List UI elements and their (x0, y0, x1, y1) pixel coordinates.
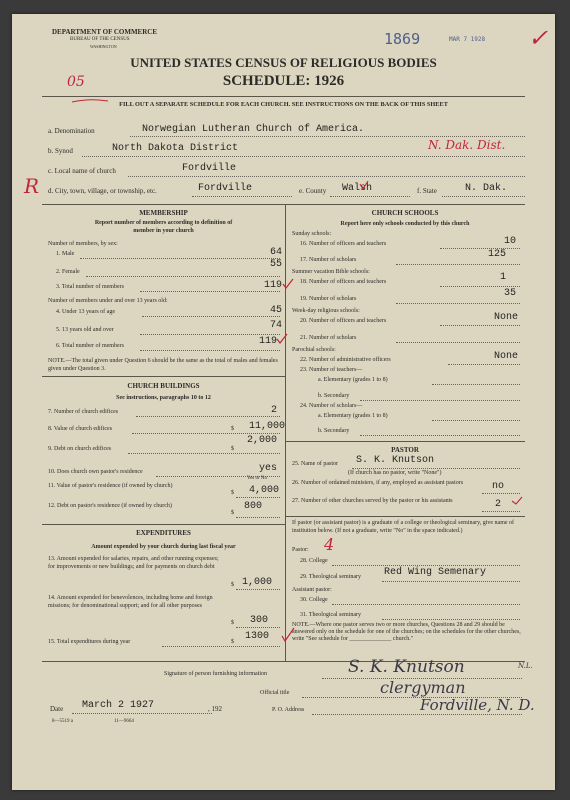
q24a-label: a. Elementary (grades 1 to 8) (318, 413, 388, 419)
check-mark-icon (358, 179, 370, 191)
q19-line (396, 303, 520, 304)
date-label: Date (50, 705, 64, 713)
q18-value: 1 (499, 272, 506, 283)
denomination-line (130, 136, 525, 137)
check-mark-icon (510, 494, 524, 506)
q23b-line (360, 400, 520, 401)
q11-value: 4,000 (248, 485, 279, 496)
q27-line (482, 511, 520, 512)
q6-label: 6. Total number of members (56, 343, 124, 349)
q29-value: Red Wing Semenary (384, 567, 487, 578)
q6-value: 119 (258, 336, 277, 347)
q10-label: 10. Does church own pastor's residence (48, 469, 143, 475)
pastor-mark: 4 (324, 535, 335, 554)
margin-note: 05 (67, 74, 85, 90)
q8-value: 11,000 (248, 421, 285, 432)
check-mark-icon (281, 277, 295, 291)
membership-note: NOTE.—The total given under Question 6 should be the same as the total of males and females given under Question 3. (48, 358, 278, 372)
q12-line (236, 517, 280, 518)
q19-label: 19. Number of scholars (300, 296, 357, 302)
q6-line (140, 350, 280, 351)
census-schedule-sheet (12, 14, 555, 790)
q24b-label: b. Secondary (318, 428, 350, 434)
denomination-label: a. Denomination (48, 127, 95, 135)
q20-value: None (493, 312, 518, 323)
q16-label: 16. Number of officers and teachers (300, 241, 387, 247)
local-name-label: c. Local name of church (48, 167, 116, 175)
graduate-intro: If pastor (or assistant pastor) is a graduate of a college or theological seminary, give name of institution below. (If not a graduate, write "No" in the space indicated.) (292, 520, 515, 534)
membership-rule (42, 376, 285, 377)
synod-label: b. Synod (48, 147, 73, 155)
q11-label: 11. Value of pastor's residence (if owned by church) (48, 483, 173, 489)
q26-label: 26. Number of ordained ministers, if any, employed as assistant pastors (292, 480, 464, 486)
assistant-subheading: Assistant pastor: (292, 587, 332, 593)
signature-value: S. K. Knutson (348, 657, 465, 677)
q8-label: 8. Value of church edifices (48, 426, 113, 432)
synod-value: North Dakota District (112, 143, 239, 154)
expenditures-heading: EXPENDITURES (136, 529, 191, 537)
city-label: WASHINGTON (90, 44, 117, 49)
county-value: Walsh (342, 183, 373, 194)
q29-label: 29. Theological seminary (300, 574, 362, 580)
q22-line (448, 364, 520, 365)
q14-dollar: $ (231, 620, 234, 626)
synod-line (82, 156, 525, 157)
address-line (312, 714, 522, 715)
vacation-heading: Summer vacation Bible schools: (292, 269, 370, 275)
q28-line (332, 565, 520, 566)
check-mark: ✓ (528, 24, 549, 52)
q13-dollar: $ (231, 582, 234, 588)
q9-dollar: $ (231, 446, 234, 452)
q23a-line (432, 384, 520, 385)
form-subtitle: SCHEDULE: 1926 (222, 73, 345, 89)
address-label: P. O. Address (272, 707, 305, 713)
q21-label: 21. Number of scholars (300, 335, 357, 341)
q25-line (352, 468, 520, 469)
city-value: Fordville (198, 183, 253, 194)
pastor-rule (285, 516, 525, 517)
q14-value: 300 (250, 615, 269, 626)
q30-label: 30. College (300, 597, 328, 603)
form-code-2: 11—9664 (114, 719, 134, 724)
buildings-rule (42, 524, 285, 525)
q9-value: 2,000 (246, 435, 277, 446)
q28-label: 28. College (300, 558, 328, 564)
pastor-note: NOTE.—Where one pastor serves two or more churches, Questions 28 and 29 should be answered only on the schedule for one of the churches; on the schedules for the other churches, write "See schedule for ______________ church." (292, 622, 521, 642)
q9-label: 9. Debt on church edifices (48, 446, 112, 452)
denomination-value: Norwegian Lutheran Church of America. (142, 124, 365, 135)
sunday-heading: Sunday schools: (292, 231, 332, 237)
address-value: Fordville, N. D. (420, 696, 535, 714)
q13-value: 1,000 (242, 577, 273, 588)
q8-line (132, 433, 280, 434)
q15-line (162, 646, 280, 647)
membership-heading: MEMBERSHIP (139, 209, 188, 217)
q27-label: 27. Number of other churches served by the pastor or his assistants (292, 498, 453, 504)
q24-label: 24. Number of scholars— (300, 403, 363, 409)
q3-line (140, 291, 280, 292)
q22-value: None (493, 351, 518, 362)
q13-label: 13. Amount expended for salaries, repairs, and other running expenses; for improvements or new buildings; and for payments on church debt (48, 556, 219, 570)
check-mark-icon (275, 332, 289, 346)
schools-rule (285, 441, 525, 442)
signature-suffix: N.L. (518, 662, 533, 670)
q23b-label: b. Secondary (318, 393, 350, 399)
q24b-line (360, 435, 520, 436)
pastor-heading: PASTOR (391, 446, 419, 454)
q16-value: 10 (503, 236, 516, 247)
q7-value: 2 (270, 405, 277, 416)
q5-label: 5. 13 years old and over (56, 327, 114, 333)
q2-value: 55 (269, 259, 282, 270)
q15-dollar: $ (231, 639, 234, 645)
header-rule (42, 96, 525, 97)
yes-no-hint: Yes or No (246, 476, 268, 481)
margin-r: R (24, 174, 40, 198)
q25-note: (If church has no pastor, write "None") (348, 470, 442, 476)
grid-top (42, 204, 525, 205)
date-year-suffix: , 192 (208, 705, 222, 713)
signature-label: Signature of person furnishing information (164, 671, 267, 677)
q9-line (128, 453, 280, 454)
expenditures-intro: Amount expended by your church during last fiscal year (91, 544, 236, 550)
q18-line (440, 286, 520, 287)
state-line (442, 196, 525, 197)
q3-value: 119 (263, 280, 282, 291)
q22-label: 22. Number of administrative officers (300, 357, 391, 363)
q20-label: 20. Number of officers and teachers (300, 318, 387, 324)
age-heading: Number of members under and over 13 years old: (48, 298, 168, 304)
check-mark-icon (280, 626, 296, 644)
q29-line (382, 581, 520, 582)
county-line (330, 196, 410, 197)
q17-label: 17. Number of scholars (300, 257, 357, 263)
q5-value: 74 (269, 320, 282, 331)
q12-label: 12. Debt on pastor's residence (if owned by church) (48, 503, 172, 509)
pastor-subheading: Pastor: (292, 547, 309, 553)
q3-label: 3. Total number of members (56, 284, 124, 290)
bureau-label: BUREAU OF THE CENSUS (70, 37, 130, 42)
date-value: March 2 1927 (82, 700, 155, 711)
membership-intro-1: Report number of members according to definition of (94, 220, 233, 226)
q12-value: 800 (244, 501, 263, 512)
parochial-heading: Parochial schools: (292, 347, 336, 353)
date-line (72, 713, 212, 714)
q4-value: 45 (269, 305, 282, 316)
grid-divider (285, 204, 286, 661)
buildings-heading: CHURCH BUILDINGS (127, 382, 200, 390)
q4-line (142, 316, 280, 317)
membership-intro-2: member in your church (133, 228, 194, 234)
q1-value: 64 (269, 247, 282, 258)
state-value: N. Dak. (465, 183, 508, 194)
synod-note: N. Dak. Dist. (428, 138, 506, 152)
q23a-label: a. Elementary (grades 1 to 8) (318, 377, 388, 383)
form-instruction: FILL OUT A SEPARATE SCHEDULE FOR EACH CHURCH. SEE INSTRUCTIONS ON THE BACK OF THIS SHEET (119, 101, 448, 108)
weekday-heading: Week-day religious schools: (292, 308, 360, 314)
members-by-sex: Number of members, by sex: (48, 241, 118, 247)
q31-line (382, 619, 520, 620)
received-stamp-number: 1869 (384, 30, 421, 48)
q15-label: 15. Total expenditures during year (48, 639, 131, 645)
official-title-label: Official title (260, 690, 290, 696)
q30-line (332, 604, 520, 605)
q17-line (396, 264, 520, 265)
q23-label: 23. Number of teachers— (300, 367, 363, 373)
local-name-line (128, 176, 525, 177)
q10-value: yes (258, 463, 277, 474)
form-code-1: 8—5519 a (52, 719, 73, 724)
dept-label: DEPARTMENT OF COMMERCE (52, 28, 158, 36)
q14-line (236, 627, 280, 628)
q7-label: 7. Number of church edifices (48, 409, 119, 415)
q14-label: 14. Amount expended for benevolences, including home and foreign missions; for denominational support; and for all other purposes (48, 595, 213, 609)
form-title: UNITED STATES CENSUS OF RELIGIOUS BODIES (130, 55, 437, 70)
q7-line (136, 416, 280, 417)
q18-label: 18. Number of officers and teachers (300, 279, 387, 285)
county-label: e. County (299, 187, 327, 195)
q13-line (236, 589, 280, 590)
local-name-value: Fordville (182, 163, 237, 174)
state-label: f. State (417, 187, 437, 195)
q25-label: 25. Name of pastor (292, 461, 338, 467)
q15-value: 1300 (245, 631, 270, 642)
q11-dollar: $ (231, 490, 234, 496)
received-stamp-date: MAR 7 1928 (449, 36, 486, 43)
buildings-intro: See instructions, paragraphs 10 to 12 (116, 395, 211, 401)
city-label-field: d. City, town, village, or township, etc. (48, 187, 157, 195)
q1-label: 1. Male (56, 251, 75, 257)
q8-dollar: $ (231, 426, 234, 432)
q11-line (236, 497, 280, 498)
q25-value: S. K. Knutson (356, 455, 435, 466)
official-title-value: clergyman (380, 678, 466, 697)
schools-heading: CHURCH SCHOOLS (371, 209, 439, 217)
q24a-line (432, 420, 520, 421)
q21-line (396, 342, 520, 343)
q5-line (140, 334, 280, 335)
q27-value: 2 (495, 499, 502, 510)
q19-value: 35 (503, 288, 516, 299)
schools-intro: Report here only schools conducted by this church (340, 221, 470, 227)
q2-line (86, 276, 280, 277)
q17-value: 125 (487, 249, 506, 260)
q20-line (440, 325, 520, 326)
q12-dollar: $ (231, 510, 234, 516)
q26-value: no (492, 481, 505, 492)
q4-label: 4. Under 13 years of age (56, 309, 115, 315)
q31-label: 31. Theological seminary (300, 612, 362, 618)
city-line (192, 196, 292, 197)
q2-label: 2. Female (56, 269, 80, 275)
margin-underline (70, 96, 110, 108)
